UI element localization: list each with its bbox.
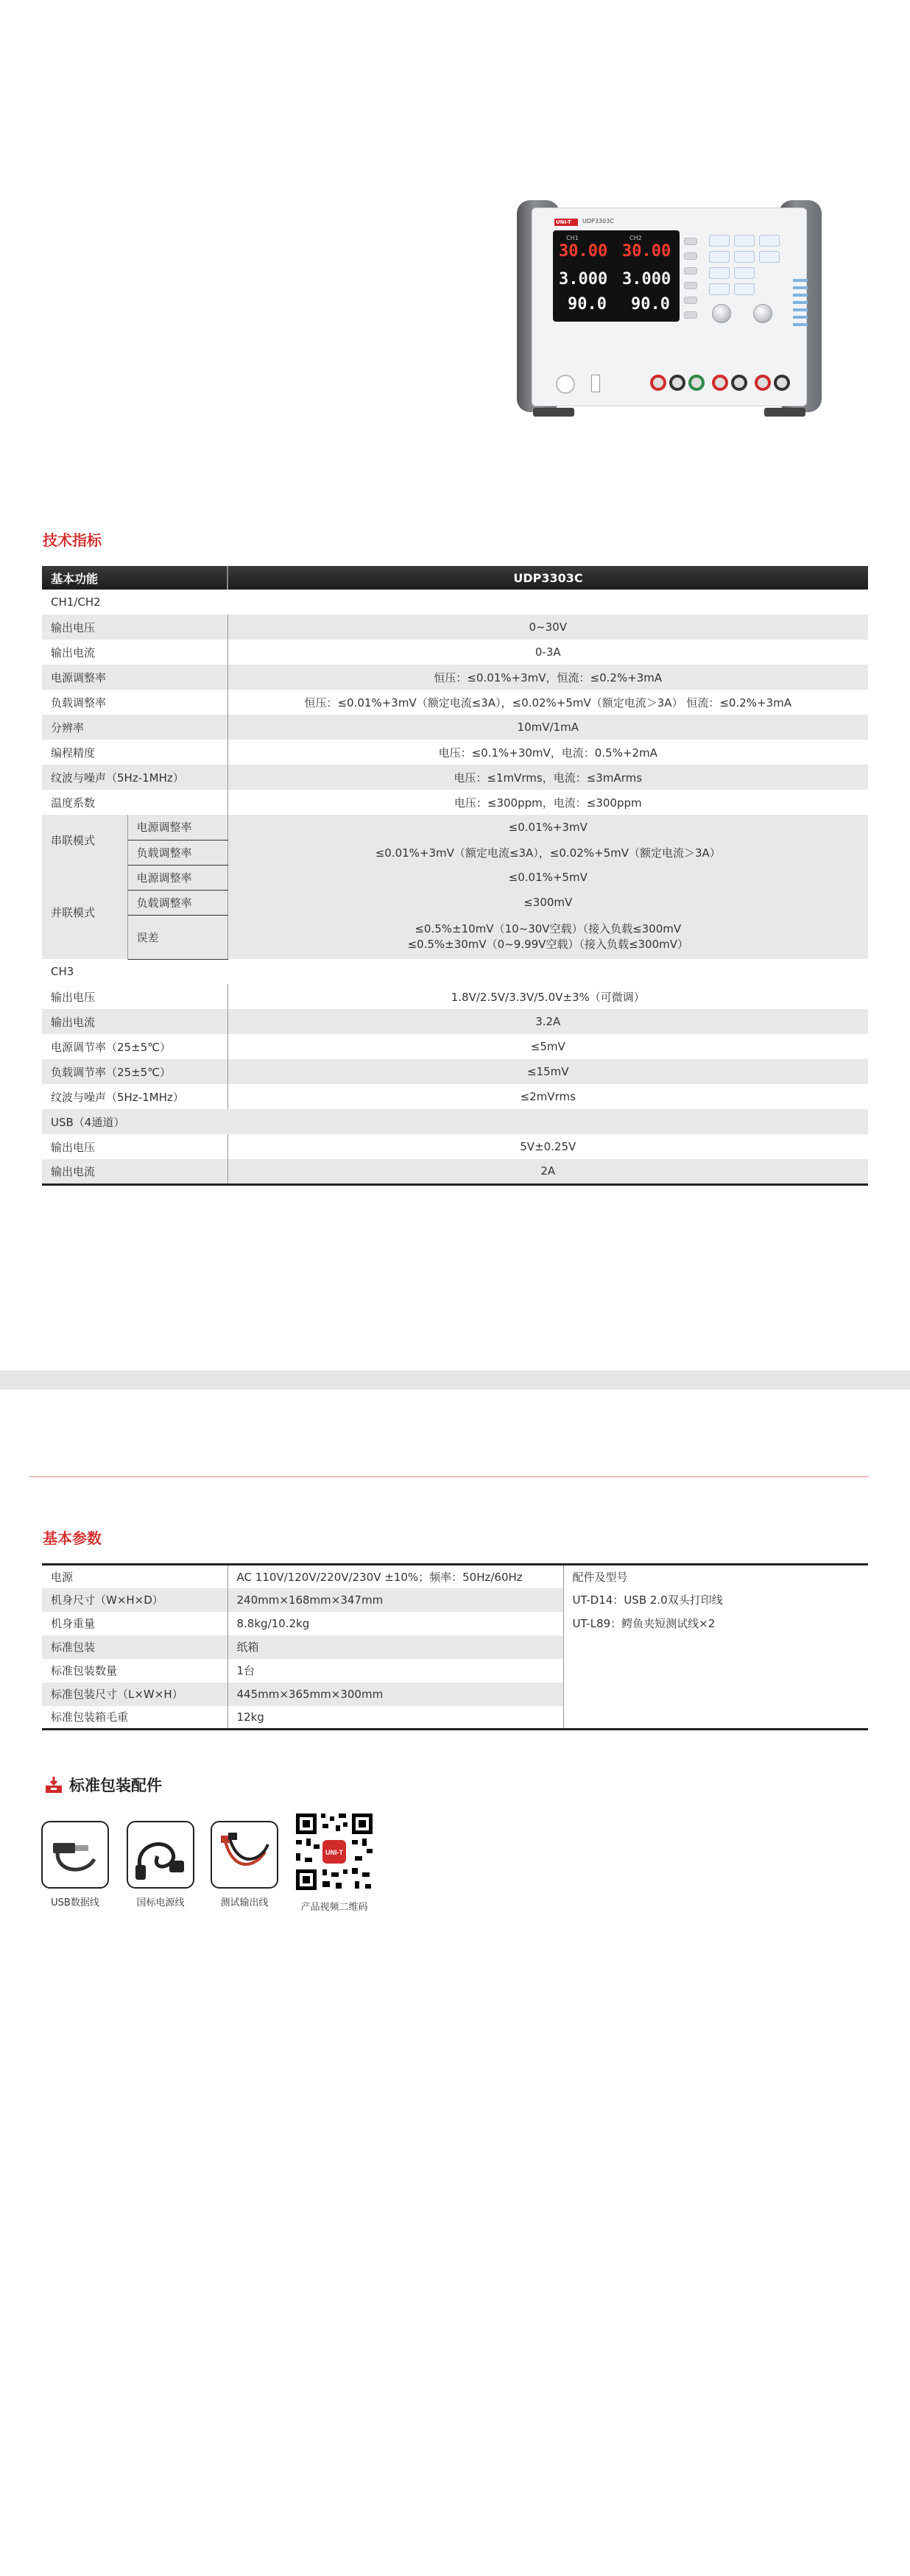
function-key[interactable]: [734, 267, 755, 279]
function-key[interactable]: [709, 283, 730, 295]
row-value: AC 110V/120V/220V/230V ±10%；频率：50Hz/60Hz: [228, 1565, 563, 1588]
accessory-label: 国标电源线: [136, 1897, 185, 1908]
function-key[interactable]: [709, 251, 730, 263]
accessory-cell: [563, 1682, 868, 1706]
row-label: 机身重量: [42, 1612, 228, 1635]
row-label: 标准包装: [42, 1635, 228, 1659]
table-row: [42, 1588, 868, 1612]
brand-logo: UNI-T: [554, 219, 578, 226]
package-icon: [44, 1775, 63, 1794]
row-label: 电源调整率: [127, 815, 228, 840]
table-row: [42, 1034, 868, 1059]
row-label: 标准包装数量: [42, 1659, 228, 1682]
table-row: [42, 840, 868, 865]
row-label: 负载调整率: [42, 690, 228, 715]
row-value: ≤0.01%+3mV: [228, 815, 868, 840]
side-button[interactable]: [684, 311, 697, 319]
table-row: [42, 1659, 868, 1682]
table-row: [42, 1565, 868, 1588]
row-value: 0~30V: [228, 615, 868, 640]
vent-stripes: [793, 279, 808, 330]
basic-params-title: 基本参数: [43, 1529, 102, 1547]
tech-specs-title: 技术指标: [43, 531, 102, 549]
ch3-key[interactable]: [759, 235, 780, 247]
function-key[interactable]: [709, 267, 730, 279]
row-label: 误差: [127, 915, 228, 959]
row-value: [228, 915, 868, 959]
row-value: 恒压：≤0.01%+3mV，恒流：≤0.2%+3mA: [228, 665, 868, 690]
side-button[interactable]: [684, 282, 697, 289]
group-label: CH1/CH2: [42, 590, 868, 615]
table-row: [42, 1009, 868, 1034]
row-label: 输出电压: [42, 984, 228, 1009]
accessory-cell: UT-D14：USB 2.0双头打印线: [563, 1588, 868, 1612]
table-row: [42, 1134, 868, 1159]
row-value: 电压：≤300ppm，电流：≤300ppm: [454, 796, 642, 810]
table-row: [42, 915, 868, 959]
table-row: [42, 890, 868, 915]
accessory-item: [287, 1811, 381, 1913]
test-lead-icon: [211, 1821, 278, 1889]
row-label: 标准包装尺寸（L×W×H）: [42, 1682, 228, 1706]
display-screen: [553, 230, 680, 322]
table-row: [42, 690, 868, 715]
ch2-key[interactable]: [734, 235, 755, 247]
table-header-row: [42, 566, 868, 590]
row-value: 恒压：≤0.01%+3mV（额定电流≤3A），≤0.02%+5mV（额定电流＞3A） 恒流：≤0.2%+3mA: [304, 696, 792, 710]
function-key[interactable]: [734, 251, 755, 263]
usb-cable-icon: [41, 1821, 109, 1889]
accessory-label: 产品视频二维码: [300, 1902, 368, 1913]
table-row: [42, 665, 868, 690]
row-label: 机身尺寸（W×H×D）: [42, 1588, 228, 1612]
table-row: [42, 1059, 868, 1084]
parallel-mode-label: 并联模式: [42, 865, 127, 959]
row-label: 纹波与噪声（5Hz-1MHz）: [42, 1084, 228, 1109]
row-label: 编程精度: [42, 740, 228, 765]
basic-params-table: [42, 1563, 868, 1730]
row-label: 负载调整率: [127, 840, 228, 865]
table-row: [42, 765, 868, 790]
row-value: ≤0.01%+3mV（额定电流≤3A），≤0.02%+5mV（额定电流＞3A）: [228, 840, 868, 865]
ch1-power: 90.0: [568, 295, 607, 314]
table-row: [42, 790, 868, 815]
row-value: 10mV/1mA: [228, 715, 868, 740]
accessory-label: 测试输出线: [220, 1897, 269, 1908]
table-row: [42, 1706, 868, 1730]
accessory-item: [40, 1821, 110, 1908]
table-row: [42, 815, 868, 840]
row-value: 240mm×168mm×347mm: [228, 1588, 563, 1612]
side-button[interactable]: [684, 252, 697, 260]
table-row: [42, 1682, 868, 1706]
ch2-label: CH2: [629, 235, 642, 241]
row-value: ≤0.01%+5mV: [228, 865, 868, 890]
section-divider-band: [0, 1370, 910, 1390]
usb-port: [591, 375, 600, 392]
error-line-1: ≤0.5%±10mV（10~30V空载）（接入负载≤300mV: [415, 922, 682, 935]
output-terminal: [688, 375, 705, 391]
instrument-foot: [764, 408, 805, 417]
function-key[interactable]: [759, 251, 780, 263]
row-label: 分辨率: [42, 715, 228, 740]
side-button[interactable]: [684, 238, 697, 245]
qr-center-logo: UNI-T: [325, 1849, 343, 1856]
ch1-voltage: 30.00: [559, 242, 608, 261]
side-button[interactable]: [684, 297, 697, 304]
row-value: 5V±0.25V: [520, 1140, 576, 1153]
header-model: UDP3303C: [228, 566, 868, 590]
row-value: 12kg: [228, 1706, 563, 1730]
row-value: 445mm×365mm×300mm: [228, 1682, 563, 1706]
instrument-body: [532, 208, 807, 406]
header-basic-function: 基本功能: [42, 566, 228, 590]
accessory-cell: [563, 1635, 868, 1659]
row-value: 纸箱: [228, 1635, 563, 1659]
accessory-cell: 配件及型号: [572, 1570, 628, 1584]
row-value: 电压：≤1mVrms，电流：≤3mArms: [228, 765, 868, 790]
model-label: UDP3303C: [582, 218, 614, 224]
output-terminal: [650, 375, 666, 391]
row-value: ≤15mV: [228, 1059, 868, 1084]
output-terminal: [712, 375, 728, 391]
qr-code-icon[interactable]: [293, 1811, 375, 1893]
table-row: [42, 740, 868, 765]
accessory-item: [209, 1821, 280, 1908]
side-button[interactable]: [684, 267, 697, 275]
row-label: 电源调整率: [42, 665, 228, 690]
row-label: 电源: [42, 1565, 228, 1588]
row-value: ≤5mV: [530, 1040, 565, 1053]
table-row: [42, 1612, 868, 1635]
row-label: 输出电压: [42, 615, 228, 640]
table-row: [42, 615, 868, 640]
series-mode-label: 串联模式: [42, 815, 127, 865]
accessory-cell: [563, 1706, 868, 1730]
table-row: [42, 1159, 868, 1184]
ch2-power: 90.0: [631, 295, 670, 314]
row-value: ≤300mV: [228, 890, 868, 915]
row-label: 纹波与噪声（5Hz-1MHz）: [42, 765, 228, 790]
row-label: 电源调整率: [127, 865, 228, 890]
table-row: [42, 984, 868, 1009]
accessory-cell: UT-L89：鳄鱼夹短测试线×2: [572, 1617, 716, 1630]
ch2-voltage: 30.00: [622, 242, 671, 261]
power-button[interactable]: [556, 375, 575, 394]
output-terminal: [755, 375, 771, 391]
table-row: [42, 865, 868, 890]
row-value: 8.8kg/10.2kg: [228, 1612, 563, 1635]
row-label: 输出电流: [42, 1159, 228, 1184]
current-knob[interactable]: [753, 304, 772, 323]
table-row: [42, 640, 868, 665]
accessory-item: [125, 1821, 196, 1908]
output-terminal: [669, 375, 685, 391]
product-image: [517, 200, 822, 417]
row-label: 标准包装箱毛重: [42, 1706, 228, 1730]
row-label: 输出电压: [42, 1134, 228, 1159]
accessories-title: 标准包装配件: [69, 1777, 162, 1794]
row-value: 2A: [228, 1159, 868, 1184]
row-value: 1台: [228, 1659, 563, 1682]
group-row-ch3: [42, 959, 868, 984]
voltage-knob[interactable]: [712, 304, 731, 323]
group-label: USB（4通道）: [42, 1109, 868, 1134]
instrument-foot: [533, 408, 574, 417]
error-line-2: ≤0.5%±30mV（0~9.99V空载）（接入负载≤300mV）: [407, 938, 689, 951]
output-terminal: [774, 375, 790, 391]
ch1-current: 3.000: [559, 270, 608, 289]
section-divider-line: [29, 1476, 869, 1477]
row-value: ≤2mVrms: [520, 1090, 576, 1103]
row-value: 3.2A: [228, 1009, 868, 1034]
row-label: 输出电流: [42, 1009, 228, 1034]
row-label: 电源调节率（25±5℃）: [42, 1034, 228, 1059]
row-value: 0-3A: [535, 645, 561, 659]
row-value: 电压：≤0.1%+30mV，电流：0.5%+2mA: [438, 746, 657, 760]
group-row-usb: [42, 1109, 868, 1134]
function-key[interactable]: [734, 283, 755, 295]
row-value: 1.8V/2.5V/3.3V/5.0V±3%（可微调）: [451, 990, 645, 1004]
table-row: [42, 1084, 868, 1109]
accessory-label: USB数据线: [51, 1897, 99, 1908]
ch1-label: CH1: [566, 235, 579, 241]
row-label: 温度系数: [42, 790, 228, 815]
row-label: 输出电流: [42, 640, 228, 665]
table-row: [42, 1635, 868, 1659]
row-label: 负载调整率: [127, 890, 228, 915]
row-label: 负载调节率（25±5℃）: [42, 1059, 228, 1084]
accessories-heading: [44, 1774, 162, 1796]
group-label: CH3: [51, 965, 74, 979]
output-terminal: [731, 375, 747, 391]
table-row: [42, 715, 868, 740]
accessory-cell: [563, 1659, 868, 1682]
ch2-current: 3.000: [622, 270, 671, 289]
group-row-ch12: [42, 590, 868, 615]
power-cord-icon: [127, 1821, 194, 1889]
tech-specs-table: [42, 566, 868, 1186]
ch1-key[interactable]: [709, 235, 730, 247]
